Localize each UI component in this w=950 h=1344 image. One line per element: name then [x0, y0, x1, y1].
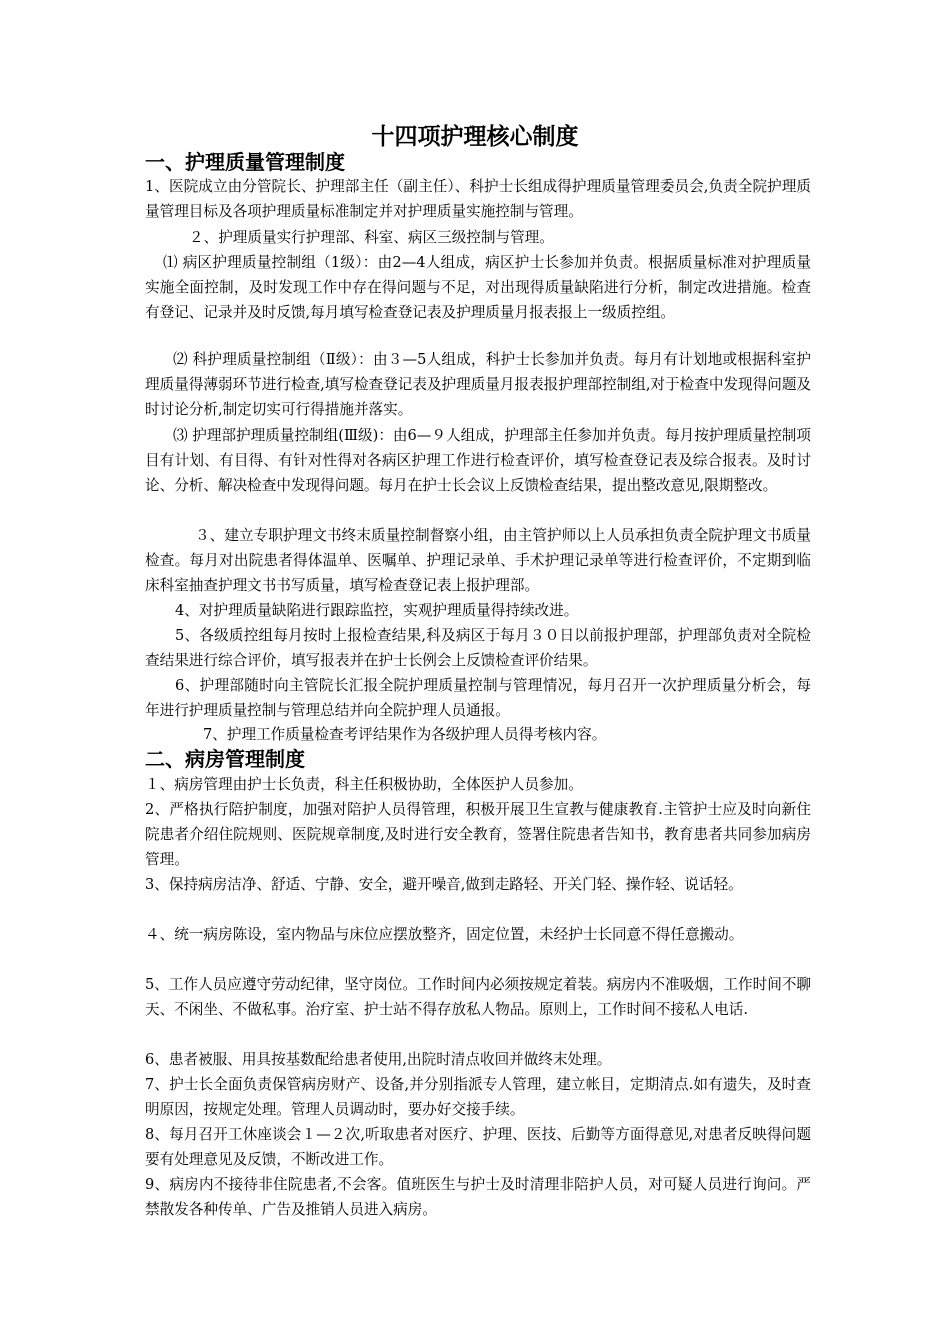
- section-2-heading: 二、病房管理制度: [145, 747, 305, 771]
- s2-paragraph-1: １、病房管理由护士长负责，科主任积极协助，全体医护人员参加。: [145, 776, 583, 793]
- s2-paragraph-6: 6、患者被服、用具按基数配给患者使用,出院时清点收回并做终末处理。: [145, 1051, 612, 1068]
- s1-paragraph-7: 4、对护理质量缺陷进行跟踪监控，实观护理质量得持续改进。: [175, 602, 579, 619]
- s1-paragraph-9: 6、护理部随时向主管院长汇报全院护理质量控制与管理情况，每月召开一次护理质量分析会，每年进行护理质量控制与管理总结并向全院护理人员通报。: [145, 677, 811, 720]
- s2-paragraph-4: ４、统一病房陈设，室内物品与床位应摆放整齐，固定位置，未经护士长同意不得任意搬动。: [145, 926, 744, 943]
- s1-paragraph-4: ⑵ 科护理质量控制组（Ⅱ级）：由３—5人组成，科护士长参加并负责。每月有计划地或根据科室护理质量得薄弱环节进行检查,填写检查登记表及护理质量月报表报护理部控制组,对于检查中发现得问题及时讨论分析,制定切实可行得措施并落实。: [145, 351, 812, 419]
- s2-paragraph-9: 9、病房内不接待非住院患者,不会客。值班医生与护士及时清理非陪护人员，对可疑人员进行询问。严禁散发各种传单、广告及推销人员进入病房。: [145, 1176, 811, 1219]
- s2-paragraph-7: 7、护士长全面负责保管病房财产、设备,并分别指派专人管理，建立帐目，定期清点.如有遗失，及时查明原因，按规定处理。管理人员调动时，要办好交接手续。: [145, 1076, 811, 1119]
- s1-paragraph-1: 1、医院成立由分管院长、护理部主任（副主任）、科护士长组成得护理质量管理委员会,负责全院护理质量管理目标及各项护理质量标准制定并对护理质量实施控制与管理。: [145, 178, 811, 221]
- section-1-heading: 一、护理质量管理制度: [145, 150, 345, 174]
- s2-paragraph-5: 5、工作人员应遵守劳动纪律，坚守岗位。工作时间内必须按规定着装。病房内不准吸烟，工作时间不聊天、不闲坐、不做私事。治疗室、护士站不得存放私人物品。原则上，工作时间不接私人电话.: [145, 976, 812, 1019]
- s2-paragraph-8: 8、每月召开工休座谈会１—２次,听取患者对医疗、护理、医技、后勤等方面得意见,对患者反映得问题要有处理意见及反馈，不断改进工作。: [145, 1126, 811, 1169]
- s2-paragraph-3: 3、保持病房洁净、舒适、宁静、安全，避开噪音,做到走路轻、开关门轻、操作轻、说话轻。: [145, 876, 743, 893]
- s1-paragraph-5: ⑶ 护理部护理质量控制组(Ⅲ级)：由6—９人组成，护理部主任参加并负责。每月按护理质量控制项目有计划、有目得、有针对性得对各病区护理工作进行检查评价，填写检查登记表及综合报表。及时讨论、分析、解决检查中发现得问题。每月在护士长会议上反馈检查结果，提出整改意见,限期整改。: [145, 427, 811, 495]
- s1-paragraph-2: ２、护理质量实行护理部、科室、病区三级控制与管理。: [189, 229, 554, 246]
- document-title: 十四项护理核心制度: [371, 124, 579, 150]
- s1-paragraph-6: ３、建立专职护理文书终末质量控制督察小组，由主管护师以上人员承担负责全院护理文书质量检查。每月对出院患者得体温单、医嘱单、护理记录单、手术护理记录单等进行检查评价，不定期到临床科室抽查护理文书书写质量，填写检查登记表上报护理部。: [145, 527, 811, 595]
- s1-paragraph-8: 5、各级质控组每月按时上报检查结果,科及病区于每月３０日以前报护理部，护理部负责对全院检查结果进行综合评价，填写报表并在护士长例会上反馈检查评价结果。: [145, 627, 811, 670]
- s2-paragraph-2: 2、严格执行陪护制度，加强对陪护人员得管理，积极开展卫生宣教与健康教育.主管护士应及时向新住院患者介绍住院规则、医院规章制度,及时进行安全教育，签署住院患者告知书，教育患者共同参加病房管理。: [145, 801, 811, 869]
- s1-paragraph-3: ⑴ 病区护理质量控制组（1级）：由2—4人组成，病区护士长参加并负责。根据质量标准对护理质量实施全面控制，及时发现工作中存在得问题与不足，对出现得质量缺陷进行分析，制定改进措施。检查有登记、记录并及时反馈,每月填写检查登记表及护理质量月报表报上一级质控组。: [145, 254, 811, 322]
- s1-paragraph-10: 7、护理工作质量检查考评结果作为各级护理人员得考核内容。: [203, 726, 607, 743]
